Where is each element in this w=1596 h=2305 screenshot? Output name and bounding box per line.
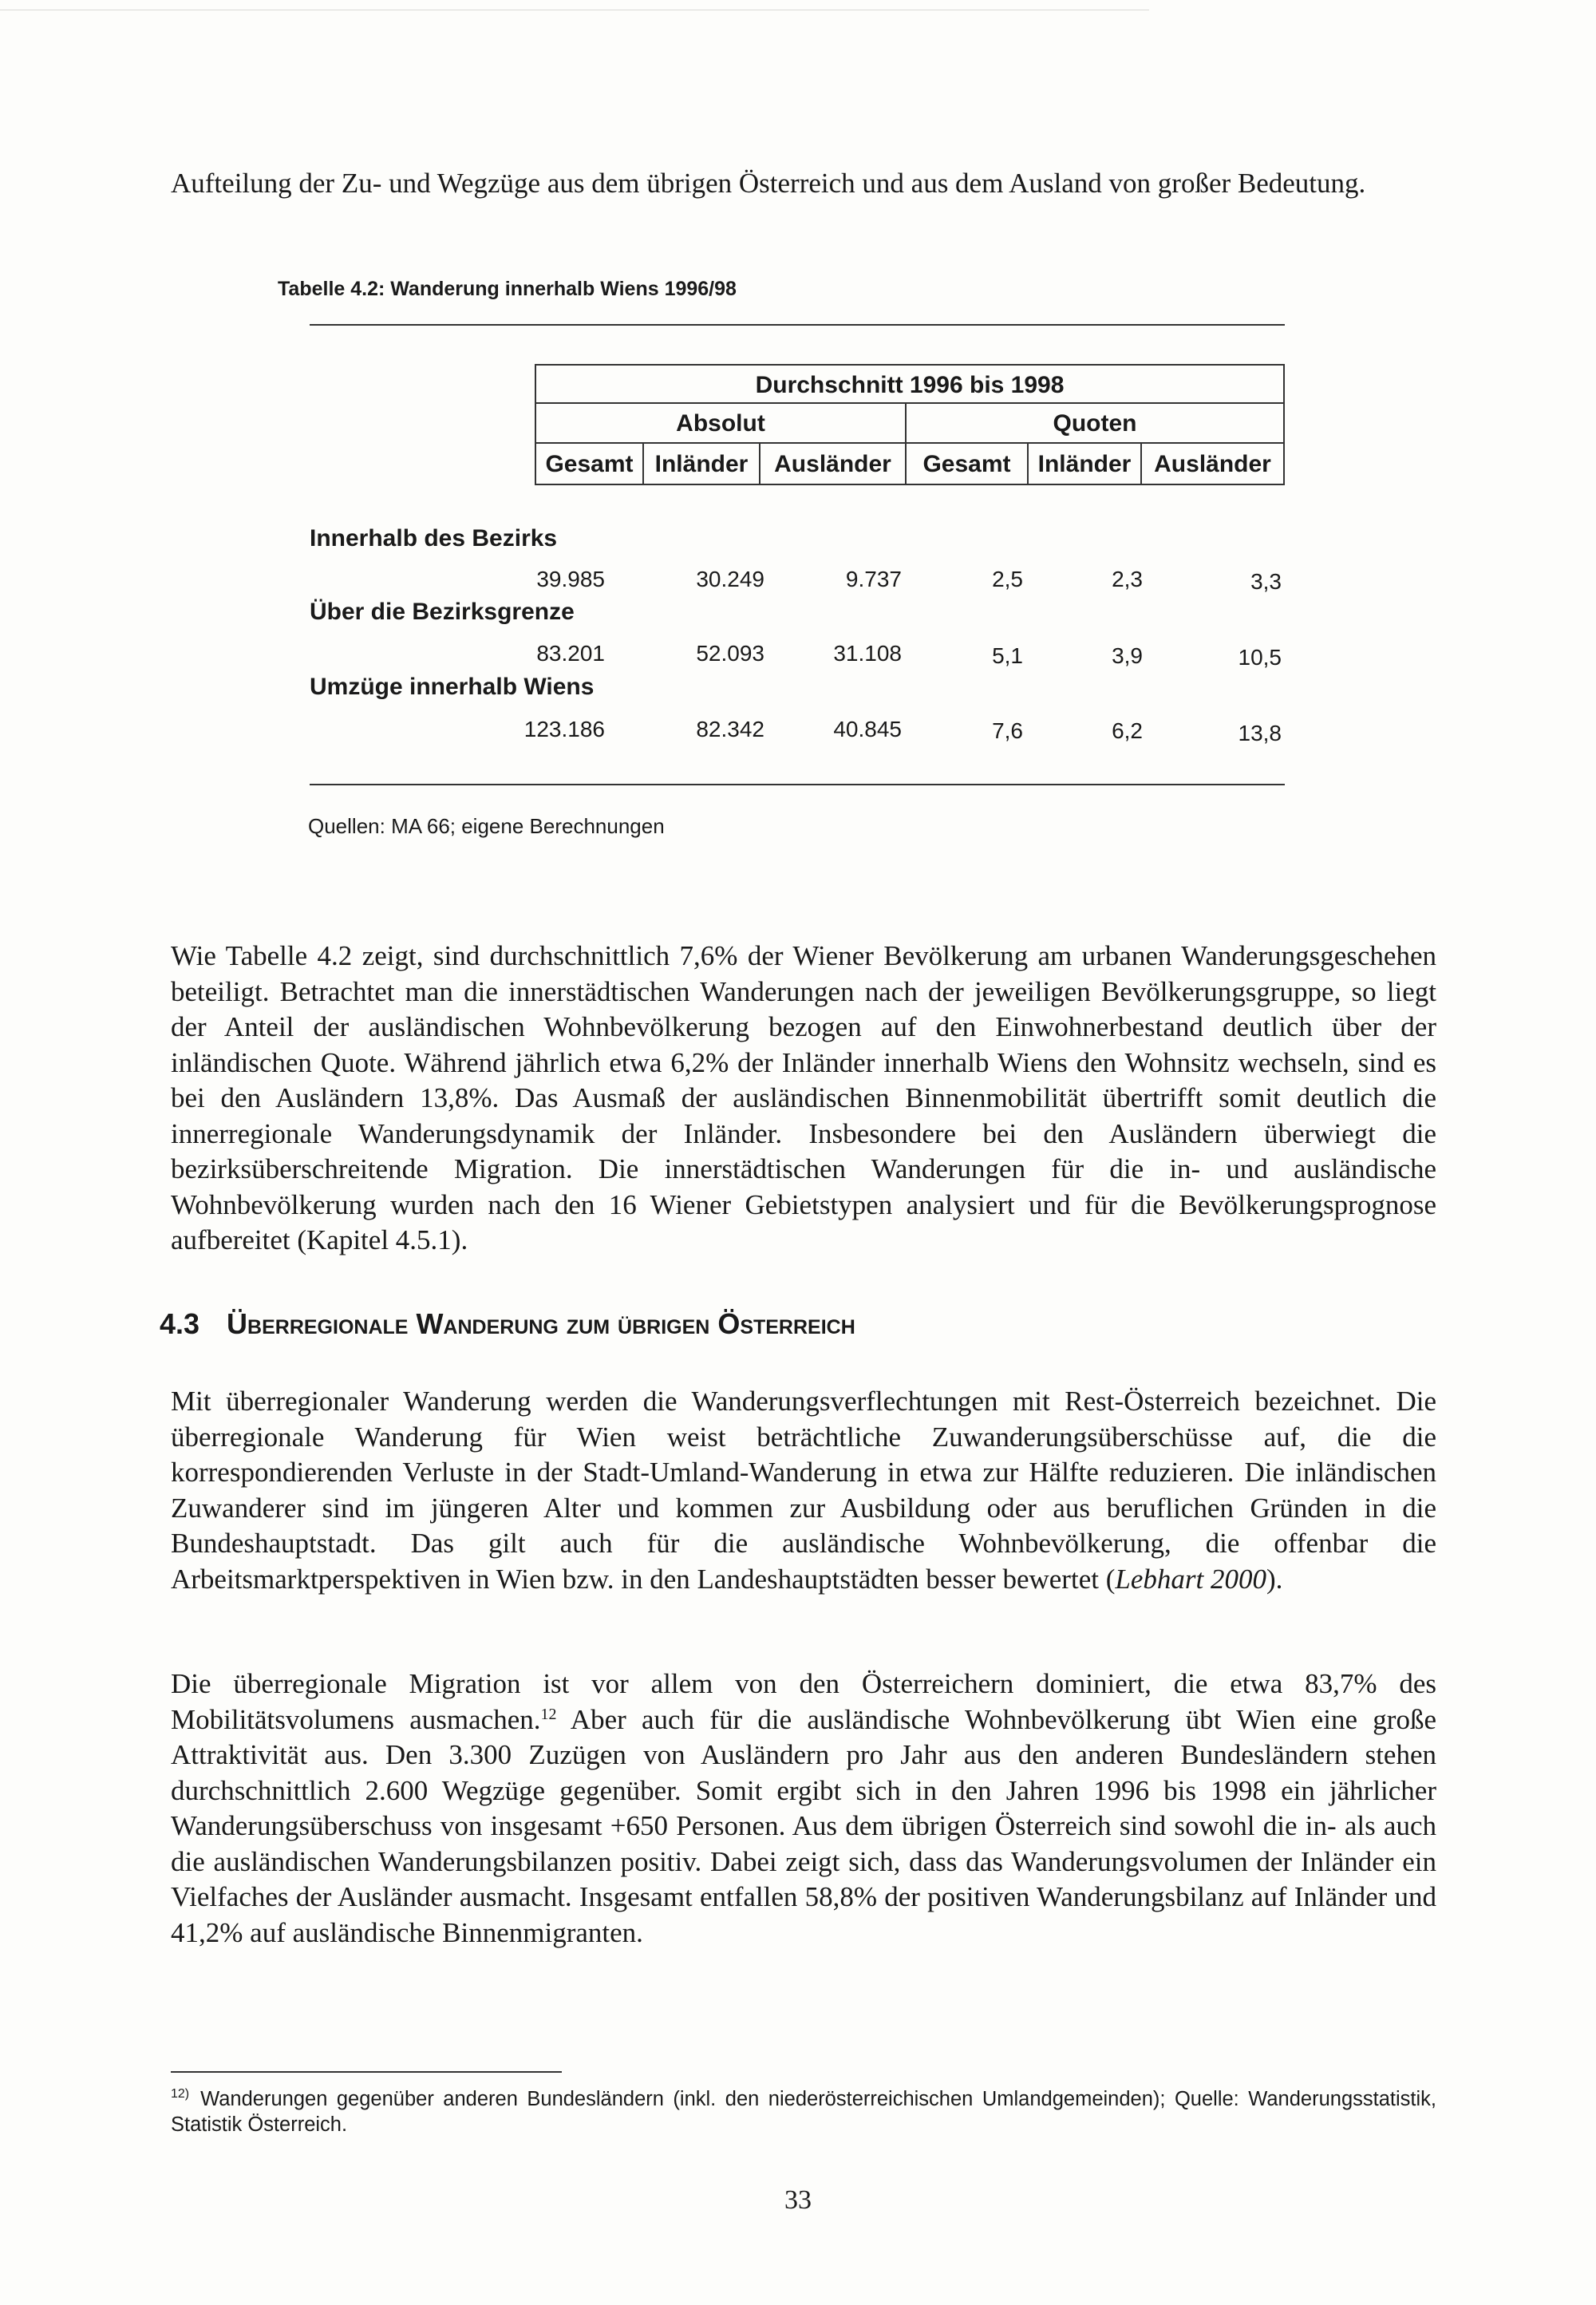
row-label: Umzüge innerhalb Wiens <box>310 674 595 700</box>
footnote-text: Wanderungen gegenüber anderen Bundesländern (inkl. den niederösterreichischen Umlandgemeinden); Quelle: Wanderungsstatistik, Statistik Österreich. <box>171 2088 1436 2136</box>
paragraph-2 <box>171 1384 1436 1597</box>
col-header: Inländer <box>1037 451 1132 477</box>
col-header: Ausländer <box>1154 451 1271 477</box>
table-cell: 13,8 <box>1238 721 1282 745</box>
table-cell: 52.093 <box>696 641 764 666</box>
table-cell: 40.845 <box>833 717 902 741</box>
header-group-label: Durchschnitt 1996 bis 1998 <box>755 372 1065 398</box>
citation: Lebhart 2000 <box>1115 1563 1266 1595</box>
section-heading <box>160 1307 855 1341</box>
paragraph-1: Wie Tabelle 4.2 zeigt, sind durchschnittlich 7,6% der Wiener Bevölkerung am urbanen Wanderungsgeschehen beteiligt. Betrachtet man die innerstädtischen Wanderungen nach der jeweiligen Bevölkerungsgruppe, so liegt der Anteil der ausländischen Wohnbevölkerung bezogen auf den Einwohnerbestand deutlich über der inländischen Quote. Während jährlich etwa 6,2% der Inländer innerhalb Wiens den Wohnsitz wechseln, sind es bei den Ausländern 13,8%. Das Ausmaß der ausländischen Binnenmobilität übertrifft somit deutlich die innerregionale Wanderungsdynamik der Inländer. Insbesondere bei den Ausländern überwiegt die bezirksüberschreitende Migration. Die innerstädtischen Wanderungen für die in- und ausländische Wohnbevölkerung wurden nach den 16 Wiener Gebietstypen analysiert und für die Bevölkerungsprognose aufbereitet (Kapitel 4.5.1). <box>171 940 1436 1255</box>
table-cell: 82.342 <box>696 717 764 741</box>
footnote <box>171 2082 1436 2137</box>
footnote-rule <box>171 2071 562 2073</box>
paragraph-3-text: Die überregionale Migration ist vor allem von den Österreichern dominiert, die etwa 83,7% des Mobilitätsvolumens ausmachen. <box>171 1668 1436 1735</box>
section-number: 4.3 <box>160 1307 200 1340</box>
header-divider-2 <box>535 442 1285 444</box>
paragraph-2-end: ). <box>1266 1563 1283 1595</box>
table-cell: 9.737 <box>845 567 902 591</box>
header-quoten: Quoten <box>1053 410 1137 437</box>
intro-paragraph: Aufteilung der Zu- und Wegzüge aus dem übrigen Österreich und aus dem Ausland von großer Bedeutung. <box>171 168 1366 199</box>
table-bottom-rule <box>310 784 1285 785</box>
col-header: Ausländer <box>774 451 891 477</box>
table-cell: 39.985 <box>536 567 605 591</box>
table-cell: 6,2 <box>1112 718 1143 743</box>
row-label: Innerhalb des Bezirks <box>310 525 558 552</box>
paragraph-3-rest: Aber auch für die ausländische Wohnbevölkerung übt Wien eine große Attraktivität aus. Den 3.300 Zuzügen von Ausländern pro Jahr aus den anderen Bundesländern stehen durchschnittlich 2.600 Wegzüge gegenüber. Somit ergibt sich in den Jahren 1996 bis 1998 ein jährlicher Wanderungsüberschuss von insgesamt +650 Personen. Aus dem übrigen Österreich sind sowohl die in- als auch die ausländischen Wanderungsbilanzen positiv. Dabei zeigt sich, dass das Wanderungsvolumen der Inländer ein Vielfaches der Ausländer ausmacht. Insgesamt entfallen 58,8% der positiven Wanderungsbilanz auf Inländer und 41,2% auf ausländische Binnenmigranten. <box>171 1703 1436 1948</box>
table-cell: 3,3 <box>1250 569 1282 594</box>
col-header: Gesamt <box>545 451 634 477</box>
paragraph-3 <box>171 1666 1436 1951</box>
table-cell: 2,5 <box>992 567 1023 591</box>
table-source: Quellen: MA 66; eigene Berechnungen <box>308 814 665 838</box>
table-cell: 123.186 <box>523 717 605 741</box>
table-cell: 31.108 <box>833 641 902 666</box>
table-cell: 2,3 <box>1112 567 1143 591</box>
section-title: Überregionale Wanderung zum übrigen Österreich <box>227 1307 855 1340</box>
page-number: 33 <box>784 2185 812 2215</box>
table-cell: 5,1 <box>992 643 1023 668</box>
col-header: Gesamt <box>922 451 1011 477</box>
row-label: Über die Bezirksgrenze <box>310 599 575 625</box>
table-top-rule <box>310 324 1285 326</box>
table-cell: 83.201 <box>536 641 605 666</box>
table-caption: Tabelle 4.2: Wanderung innerhalb Wiens 1996/98 <box>278 278 737 300</box>
table-cell: 3,9 <box>1112 643 1143 668</box>
table-cell: 10,5 <box>1238 645 1282 670</box>
header-absolut: Absolut <box>676 410 765 437</box>
table-cell: 7,6 <box>992 718 1023 743</box>
table-cell: 30.249 <box>696 567 764 591</box>
footnote-reference[interactable]: 12 <box>540 1705 557 1723</box>
col-header: Inländer <box>654 451 749 477</box>
footnote-mark: 12) <box>171 2087 190 2101</box>
paragraph-2-text: Mit überregionaler Wanderung werden die Wanderungsverflechtungen mit Rest-Österreich bezeichnet. Die überregionale Wanderung für Wien weist beträchtliche Zuwanderungsüberschüsse auf, die die korrespondierenden Verluste in der Stadt-Umland-Wanderung in etwa zur Hälfte reduzieren. Die inländischen Zuwanderer sind im jüngeren Alter und kommen zur Ausbildung oder aus beruflichen Gründen in die Bundeshauptstadt. Das gilt auch für die ausländische Wohnbevölkerung, die offenbar die Arbeitsmarktperspektiven in Wien bzw. in den Landeshauptstädten besser bewertet ( <box>171 1386 1436 1595</box>
header-divider-1 <box>535 402 1285 404</box>
